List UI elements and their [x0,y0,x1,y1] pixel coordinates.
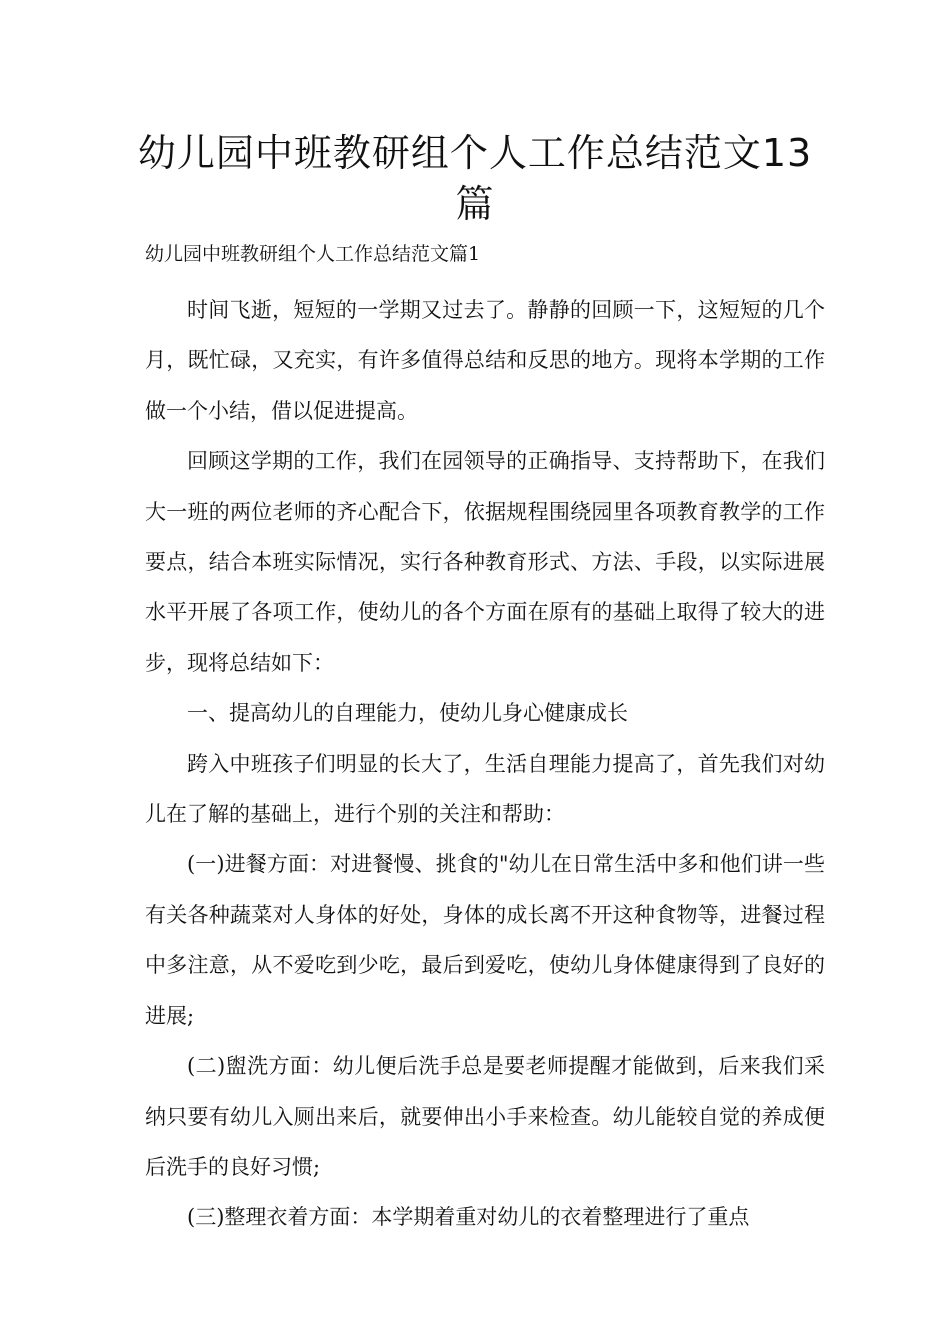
section-heading-self-care: 一、提高幼儿的自理能力，使幼儿身心健康成长 [187,701,628,726]
section-heading: 幼儿园中班教研组个人工作总结范文篇1 [145,243,481,265]
paragraph-washing: (二)盥洗方面：幼儿便后洗手总是要老师提醒才能做到，后来我们采纳只要有幼儿入厕出来后，就要伸出小手来检查。幼儿能较自觉的养成便后洗手的良好习惯; [145,1054,825,1179]
paragraph-clothing: (三)整理衣着方面：本学期着重对幼儿的衣着整理进行了重点 [187,1205,750,1230]
paragraph-meals: (一)进餐方面：对进餐慢、挑食的"幼儿在日常生活中多和他们讲一些有关各种蔬菜对人身体的好处，身体的成长离不开这种食物等，进餐过程中多注意，从不爱吃到少吃，最后到爱吃，使幼儿身体健康得到了良好的进展; [145,852,825,1028]
document-body [145,285,825,1243]
paragraph-intro: 时间飞逝，短短的一学期又过去了。静静的回顾一下，这短短的几个月，既忙碌，又充实，有许多值得总结和反思的地方。现将本学期的工作做一个小结，借以促进提高。 [145,298,825,423]
paragraph-review: 回顾这学期的工作，我们在园领导的正确指导、支持帮助下，在我们大一班的两位老师的齐心配合下，依据规程围绕园里各项教育教学的工作要点，结合本班实际情况，实行各种教育形式、方法、手段，以实际进展水平开展了各项工作，使幼儿的各个方面在原有的基础上取得了较大的进步，现将总结如下： [145,449,825,675]
document-title: 幼儿园中班教研组个人工作总结范文13篇 [137,131,813,226]
paragraph-self-care: 跨入中班孩子们明显的长大了，生活自理能力提高了，首先我们对幼儿在了解的基础上，进行个别的关注和帮助： [145,751,825,827]
